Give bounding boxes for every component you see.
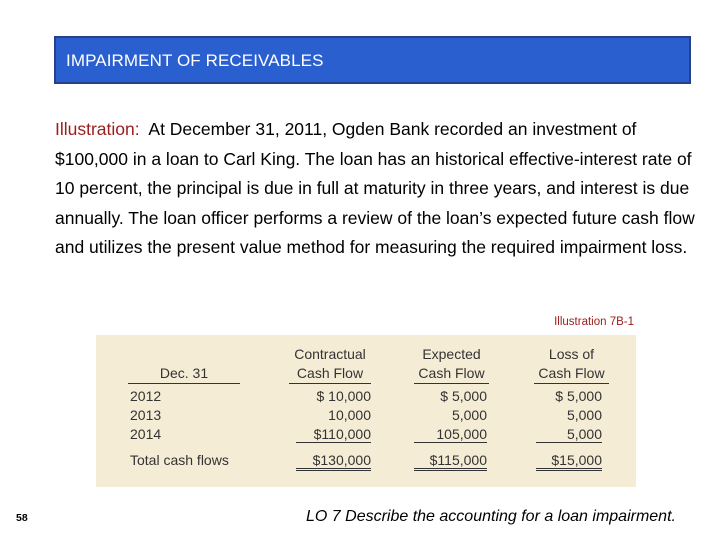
row-expected: 105,000 xyxy=(414,426,487,443)
header-contractual-line2: Cash Flow xyxy=(289,364,371,384)
header-loss-line1: Loss of xyxy=(548,346,595,362)
row-contractual: $ 10,000 xyxy=(316,388,371,404)
row-contractual: $110,000 xyxy=(296,426,371,443)
row-year: 2013 xyxy=(130,407,162,423)
row-year: 2012 xyxy=(130,388,162,404)
header-loss xyxy=(534,345,609,384)
header-contractual-line1: Contractual xyxy=(294,346,366,362)
slide-title: IMPAIRMENT OF RECEIVABLES xyxy=(66,51,324,70)
header-contractual xyxy=(289,345,371,384)
header-loss-line2: Cash Flow xyxy=(534,364,609,384)
row-loss: $ 5,000 xyxy=(555,388,602,404)
row-year: 2014 xyxy=(130,426,162,442)
cash-flow-table xyxy=(96,335,636,487)
total-loss: $15,000 xyxy=(536,452,602,471)
header-date: Dec. 31 xyxy=(128,364,240,384)
illustration-text: At December 31, 2011, Ogden Bank recorded an investment of $100,000 in a loan to Carl King. The loan has an historical effective-interest rate of 10 percent, the principal is due in full at maturity in three years, and interest is due annually. The loan officer performs a review of the loan’s expected future cash flow and utilizes the present value method for measuring the required impairment loss. xyxy=(55,119,695,257)
row-expected: 5,000 xyxy=(451,407,487,423)
header-expected-line1: Expected xyxy=(422,346,481,362)
total-contractual: $130,000 xyxy=(296,452,371,471)
figure-label: Illustration 7B-1 xyxy=(554,316,634,328)
illustration-paragraph xyxy=(55,115,695,263)
row-loss: 5,000 xyxy=(566,407,602,423)
slide-title-bar xyxy=(54,36,691,84)
header-expected-line2: Cash Flow xyxy=(414,364,489,384)
row-contractual: 10,000 xyxy=(328,407,371,423)
header-expected xyxy=(414,345,489,384)
learning-objective: LO 7 Describe the accounting for a loan impairment. xyxy=(306,508,676,525)
row-loss: 5,000 xyxy=(536,426,602,443)
row-expected: $ 5,000 xyxy=(440,388,487,404)
illustration-label: Illustration: xyxy=(55,119,140,139)
total-expected: $115,000 xyxy=(414,452,487,471)
total-label: Total cash flows xyxy=(130,452,229,468)
page-number: 58 xyxy=(16,512,28,524)
